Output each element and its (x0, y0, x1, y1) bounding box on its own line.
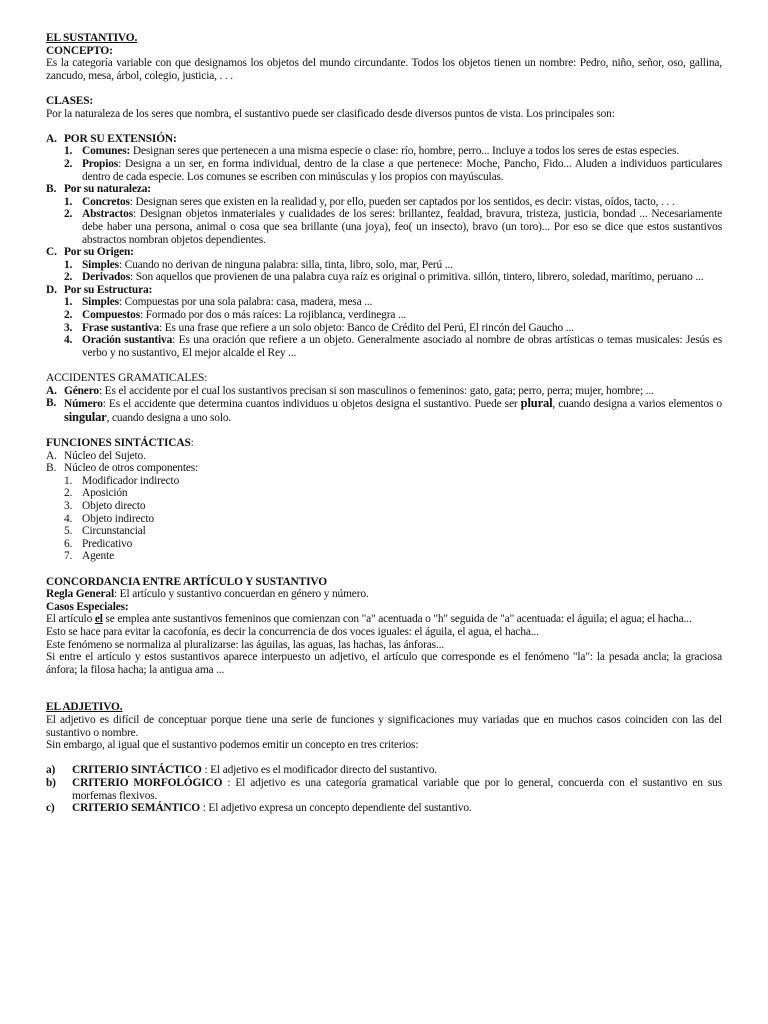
list-item (46, 538, 722, 551)
list-text: Aposición (82, 487, 128, 500)
clases-heading: CLASES: (46, 94, 94, 107)
list-item (46, 322, 722, 335)
list-marker: 6. (64, 537, 73, 550)
list-marker: 1. (64, 296, 73, 309)
list-marker: a) (46, 764, 56, 777)
definition: : Es una oración que refiere a un objeto. Generalmente asociado al nombre de obras artísticas o temas musicales: Jesús es verbo y no sustantivo, El mejor alcalde el Rey ... (82, 334, 722, 359)
list-item (46, 475, 722, 488)
list-marker: A. (46, 449, 57, 462)
clase-b-heading (46, 183, 722, 196)
list-marker: B. (46, 183, 57, 196)
definition: : Designan seres que existen en la realidad y, por ello, pueden ser captados por los sentidos, es decir: vistas, oídos, tacto, . . . (129, 195, 675, 208)
paragraph-text: El artículo (46, 613, 95, 626)
criterio-item (46, 777, 722, 802)
list-marker: 3. (64, 499, 73, 512)
term: Número (64, 398, 103, 411)
list-text: Modificador indirecto (82, 474, 180, 487)
list-marker: D. (46, 283, 57, 296)
paragraph: Esto se hace para evitar la cacofonía, es decir la concurrencia de dos voces iguales: el águila, el agua, el hacha... (46, 625, 539, 638)
list-item (46, 462, 722, 475)
term: CRITERIO SEMÁNTICO (72, 802, 200, 815)
list-item (46, 550, 722, 563)
clase-c-heading (46, 246, 722, 259)
list-marker: 1. (64, 145, 73, 158)
regla-general (46, 588, 722, 601)
term: Género (64, 384, 99, 397)
list-item (46, 500, 722, 513)
concepto-heading: CONCEPTO: (46, 44, 113, 57)
definition: : Son aquellos que provienen de una palabra cuya raíz es original o primitiva. sillón, tintero, librero, soledad, marítimo, peruano ... (130, 271, 704, 284)
list-item (46, 196, 722, 209)
term: Oración sustantiva (82, 334, 173, 347)
clases-intro: Por la naturaleza de los seres que nombra, el sustantivo puede ser clasificado desde diversos puntos de vista. Los principales son: (46, 107, 615, 120)
list-marker: 5. (64, 525, 73, 538)
definition: : El adjetivo es una categoría gramatical variable que por lo general, concuerda con el sustantivo en sus morfemas flexivos. (72, 777, 722, 802)
list-item (46, 259, 722, 272)
article-el: el (94, 613, 103, 626)
clase-b-title: Por su naturaleza: (64, 183, 151, 196)
clase-a-heading (46, 133, 722, 146)
definition: : Formado por dos o más raíces: La rojiblanca, verdinegra ... (140, 309, 407, 322)
term: CRITERIO SINTÁCTICO (72, 764, 202, 777)
definition: : Compuestas por una sola palabra: casa, madera, mesa ... (118, 296, 373, 309)
section-title-adjetivo: EL ADJETIVO. (46, 701, 123, 714)
list-marker: 2. (64, 309, 73, 322)
list-item (46, 513, 722, 526)
list-item (46, 525, 722, 538)
paragraph (46, 613, 722, 626)
list-marker: B. (46, 397, 57, 410)
list-text: Agente (82, 550, 114, 563)
list-text: Predicativo (82, 537, 133, 550)
list-marker: 2. (64, 271, 73, 284)
list-item (46, 334, 722, 359)
list-text: Núcleo de otros componentes: (64, 462, 199, 475)
clase-d-title: Por su Estructura: (64, 283, 153, 296)
term: Derivados (82, 271, 131, 284)
list-marker: A. (46, 384, 57, 397)
paragraph: El adjetivo es difícil de conceptuar porque tiene una serie de funciones y significaciones muy variadas que en muchos casos coinciden con las del sustantivo o nombre. (46, 714, 722, 739)
term: Abstractos (82, 208, 134, 221)
list-text: Circunstancial (82, 525, 146, 538)
list-marker: 2. (64, 208, 73, 221)
list-marker: 1. (64, 474, 73, 487)
definition: : Es una frase que refiere a un solo objeto: Banco de Crédito del Perú, El rincón del Gaucho ... (159, 321, 574, 334)
list-marker: 3. (64, 321, 73, 334)
term: Regla General (46, 588, 114, 601)
section-title-sustantivo: EL SUSTANTIVO. (46, 32, 138, 44)
term: Frase sustantiva (82, 321, 160, 334)
term: Propios (82, 157, 119, 170)
list-item (46, 450, 722, 463)
list-text: Núcleo del Sujeto. (64, 449, 146, 462)
list-item (46, 158, 722, 183)
definition: Designan seres que pertenecen a una misma especie o clase: río, hombre, perro... Incluye a todos los seres de estas especies. (130, 145, 680, 158)
list-marker: c) (46, 802, 55, 815)
list-item (46, 271, 722, 284)
definition: : Designan objetos inmateriales y cualidades de los seres: brillantez, fealdad, bravura, tristeza, justicia, bondad ... Necesariamente debe haber una persona, animal o cosa que sea brillante (una joya), feo( un insecto), bravo (un toro)... Por eso se dice que estos sustantivos abstractos nombran objetos dependientes. (82, 208, 722, 246)
funciones-heading-colon: : (190, 437, 194, 449)
definition: : Es el accidente que determina cuantos individuos u objetos designa el sustantivo. Puede ser (102, 398, 521, 411)
term: Concretos (82, 195, 130, 208)
list-marker: 4. (64, 334, 73, 347)
definition: : El artículo y sustantivo concuerdan en género y número. (113, 588, 369, 601)
concepto-text: Es la categoría variable con que designamos los objetos del mundo circundante. Todos los objetos tienen un nombre: Pedro, niño, señor, oso, gallina, zancudo, mesa, árbol, colegio, justicia, . . . (46, 57, 722, 82)
singular-term: singular (64, 409, 107, 424)
list-marker: 2. (64, 487, 73, 500)
clase-c-title: Por su Origen: (64, 246, 134, 259)
funciones-heading (46, 437, 722, 450)
plural-term: plural (520, 396, 553, 411)
list-item (46, 397, 722, 424)
list-marker: C. (46, 246, 57, 259)
definition: : Es el accidente por el cual los sustantivos precisan si son masculinos o femeninos: gato, gata; perro, perra; mujer, hombre; ... (98, 384, 654, 397)
list-marker: 4. (64, 512, 73, 525)
list-item (46, 208, 722, 246)
list-item (46, 385, 722, 398)
paragraph: Este fenómeno se normaliza al pluralizarse: las águilas, las aguas, las hachas, las ánforas... (46, 638, 445, 651)
funciones-heading-text: FUNCIONES SINTÁCTICAS (46, 437, 191, 449)
list-marker: A. (46, 132, 57, 145)
term: CRITERIO MORFOLÓGICO (72, 777, 223, 790)
definition: : Cuando no derivan de ninguna palabra: silla, tinta, libro, solo, mar, Perú ... (118, 258, 453, 271)
definition: , cuando designa a varios elementos o (552, 398, 722, 411)
list-text: Objeto indirecto (82, 512, 154, 525)
list-marker: 2. (64, 157, 73, 170)
list-item (46, 309, 722, 322)
definition: , cuando designa a uno solo. (106, 411, 232, 424)
paragraph: Sin embargo, al igual que el sustantivo podemos emitir un concepto en tres criterios: (46, 739, 419, 752)
criterio-item (46, 802, 722, 815)
term: Compuestos (82, 309, 140, 322)
list-marker: 1. (64, 195, 73, 208)
paragraph: Si entre el artículo y estos sustantivos aparece interpuesto un adjetivo, el artículo que corresponde es el fenómeno "la": la pesada ancla; la graciosa ánfora; la filosa hacha; la antigua ama ... (46, 651, 722, 676)
list-item (46, 296, 722, 309)
paragraph-text: se emplea ante sustantivos femeninos que comienzan con "a" acentuada o "h" seguida de "a" acentuada: el águila; el agua; el hacha... (102, 613, 692, 626)
criterio-item (46, 764, 722, 777)
term: Simples (82, 258, 119, 271)
concordancia-heading: CONCORDANCIA ENTRE ARTÍCULO Y SUSTANTIVO (46, 575, 327, 588)
casos-heading: Casos Especiales: (46, 600, 129, 613)
definition: : Designa a un ser, en forma individual, dentro de la clase a que pertenece: Moche, Pancho, Fido... Aluden a individuos particulares dentro de cada especie. Los comunes se escriben con minúsculas y los propios con mayúsculas. (82, 157, 722, 183)
clase-d-heading (46, 284, 722, 297)
list-marker: 7. (64, 550, 73, 563)
clase-a-title: POR SU EXTENSIÓN: (64, 132, 177, 145)
term: Simples (82, 296, 119, 309)
list-marker: b) (46, 777, 56, 790)
list-text: Objeto directo (82, 499, 146, 512)
list-marker: 1. (64, 258, 73, 271)
term: Comunes: (82, 145, 131, 158)
list-item (46, 145, 722, 158)
list-item (46, 487, 722, 500)
definition: : El adjetivo es el modificador directo del sustantivo. (201, 764, 437, 777)
definition: : El adjetivo expresa un concepto dependiente del sustantivo. (200, 802, 472, 815)
list-marker: B. (46, 462, 57, 475)
accidentes-heading: ACCIDENTES GRAMATICALES: (46, 372, 208, 385)
